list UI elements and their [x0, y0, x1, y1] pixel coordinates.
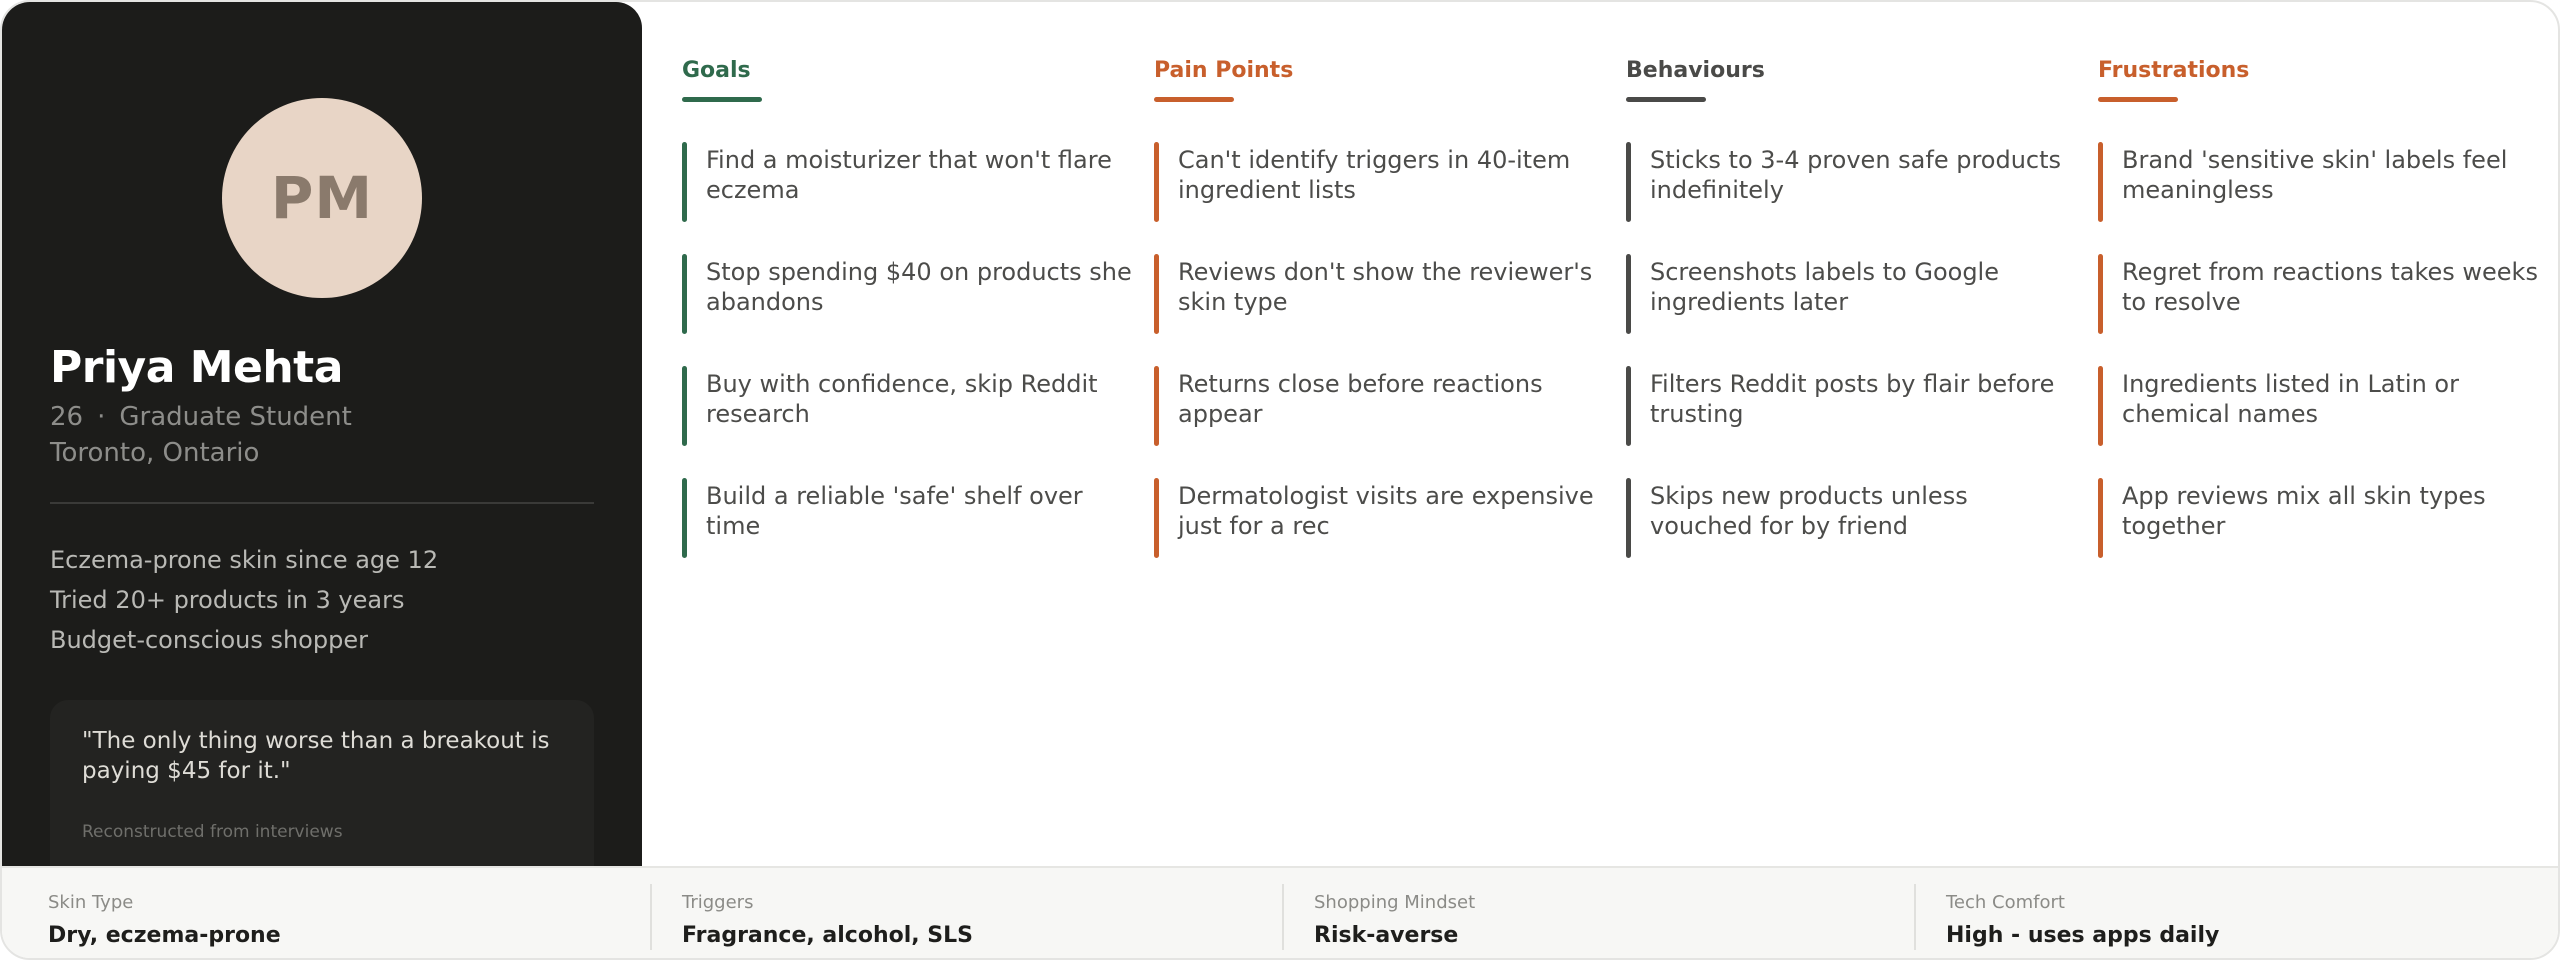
trait-item: Tried 20+ products in 3 years — [50, 586, 405, 614]
accent-bar — [682, 142, 687, 222]
accent-bar — [1626, 142, 1631, 222]
stat-value: High - uses apps daily — [1946, 923, 2220, 948]
stat-value: Dry, eczema-prone — [48, 923, 281, 948]
trait-list — [50, 540, 438, 660]
list-item — [682, 254, 1132, 334]
stats-strip — [2, 866, 2560, 960]
item-text: Build a reliable 'safe' shelf over time — [706, 482, 1083, 540]
persona-occupation: Graduate Student — [119, 402, 352, 432]
accent-bar — [2098, 142, 2103, 222]
stat-label: Tech Comfort — [1946, 892, 2065, 913]
accent-bar — [2098, 478, 2103, 558]
item-text: Screenshots labels to Google ingredients later — [1650, 258, 1999, 316]
accent-bar — [1154, 478, 1159, 558]
column-underline — [1154, 97, 1234, 102]
list-item — [682, 366, 1132, 446]
item-text: Find a moisturizer that won't flare eczema — [706, 146, 1112, 204]
item-text: Sticks to 3-4 proven safe products indefinitely — [1650, 146, 2062, 204]
item-text: Filters Reddit posts by flair before trusting — [1650, 370, 2055, 428]
item-text: Buy with confidence, skip Reddit research — [706, 370, 1098, 428]
quote-source: Reconstructed from interviews — [82, 822, 343, 842]
accent-bar — [1626, 478, 1631, 558]
list-item — [2098, 366, 2548, 446]
persona-name: Priya Mehta — [50, 342, 343, 393]
item-text: Returns close before reactions appear — [1178, 370, 1543, 428]
list-item — [1626, 478, 2076, 558]
list-item — [1154, 366, 1604, 446]
stat-tech-comfort — [1914, 884, 2219, 950]
column-heading: Frustrations — [2098, 58, 2250, 83]
accent-bar — [1626, 254, 1631, 334]
trait-item: Budget-conscious shopper — [50, 626, 368, 654]
item-text: Dermatologist visits are expensive just for a rec — [1178, 482, 1594, 540]
persona-meta — [50, 402, 352, 432]
persona-age: 26 — [50, 402, 84, 432]
accent-bar — [2098, 254, 2103, 334]
stat-value: Fragrance, alcohol, SLS — [682, 923, 973, 948]
list-item — [682, 478, 1132, 558]
accent-bar — [682, 478, 687, 558]
item-text: Regret from reactions takes weeks to resolve — [2122, 258, 2538, 316]
item-text: Brand 'sensitive skin' labels feel meaningless — [2122, 146, 2508, 204]
stat-label: Shopping Mindset — [1314, 892, 1476, 913]
list-item — [1626, 142, 2076, 222]
list-item — [1154, 254, 1604, 334]
accent-bar — [1154, 366, 1159, 446]
accent-bar — [682, 366, 687, 446]
list-item — [2098, 478, 2548, 558]
column-pain-points — [1154, 58, 1604, 590]
profile-divider — [50, 502, 594, 504]
item-text: Stop spending $40 on products she abandons — [706, 258, 1132, 316]
column-heading: Goals — [682, 58, 751, 83]
item-text: Ingredients listed in Latin or chemical names — [2122, 370, 2459, 428]
list-item — [2098, 142, 2548, 222]
stat-label: Skin Type — [48, 892, 134, 913]
column-underline — [1626, 97, 1706, 102]
item-text: App reviews mix all skin types together — [2122, 482, 2486, 540]
column-frustrations — [2098, 58, 2548, 590]
avatar — [222, 98, 422, 298]
accent-bar — [1154, 254, 1159, 334]
trait-item: Eczema-prone skin since age 12 — [50, 546, 439, 574]
list-item — [1154, 142, 1604, 222]
persona-quote: "The only thing worse than a breakout is paying $45 for it." — [82, 728, 550, 784]
column-heading: Pain Points — [1154, 58, 1294, 83]
list-item — [2098, 254, 2548, 334]
stat-triggers — [650, 884, 973, 950]
accent-bar — [1626, 366, 1631, 446]
accent-bar — [1154, 142, 1159, 222]
avatar-initials: PM — [270, 164, 374, 232]
item-text: Reviews don't show the reviewer's skin type — [1178, 258, 1593, 316]
persona-location: Toronto, Ontario — [50, 438, 260, 468]
list-item — [1626, 254, 2076, 334]
column-goals — [682, 58, 1132, 590]
column-heading: Behaviours — [1626, 58, 1765, 83]
stat-skin-type — [48, 884, 281, 950]
stat-shopping-mindset — [1282, 884, 1475, 950]
profile-panel — [2, 2, 642, 866]
list-item — [1626, 366, 2076, 446]
quote-box — [50, 700, 594, 866]
accent-bar — [682, 254, 687, 334]
column-underline — [682, 97, 762, 102]
stat-label: Triggers — [682, 892, 754, 913]
accent-bar — [2098, 366, 2103, 446]
meta-separator: · — [97, 402, 106, 432]
list-item — [682, 142, 1132, 222]
item-text: Can't identify triggers in 40-item ingredient lists — [1178, 146, 1571, 204]
stat-value: Risk-averse — [1314, 923, 1459, 948]
column-underline — [2098, 97, 2178, 102]
list-item — [1154, 478, 1604, 558]
item-text: Skips new products unless vouched for by friend — [1650, 482, 1968, 540]
column-behaviours — [1626, 58, 2076, 590]
